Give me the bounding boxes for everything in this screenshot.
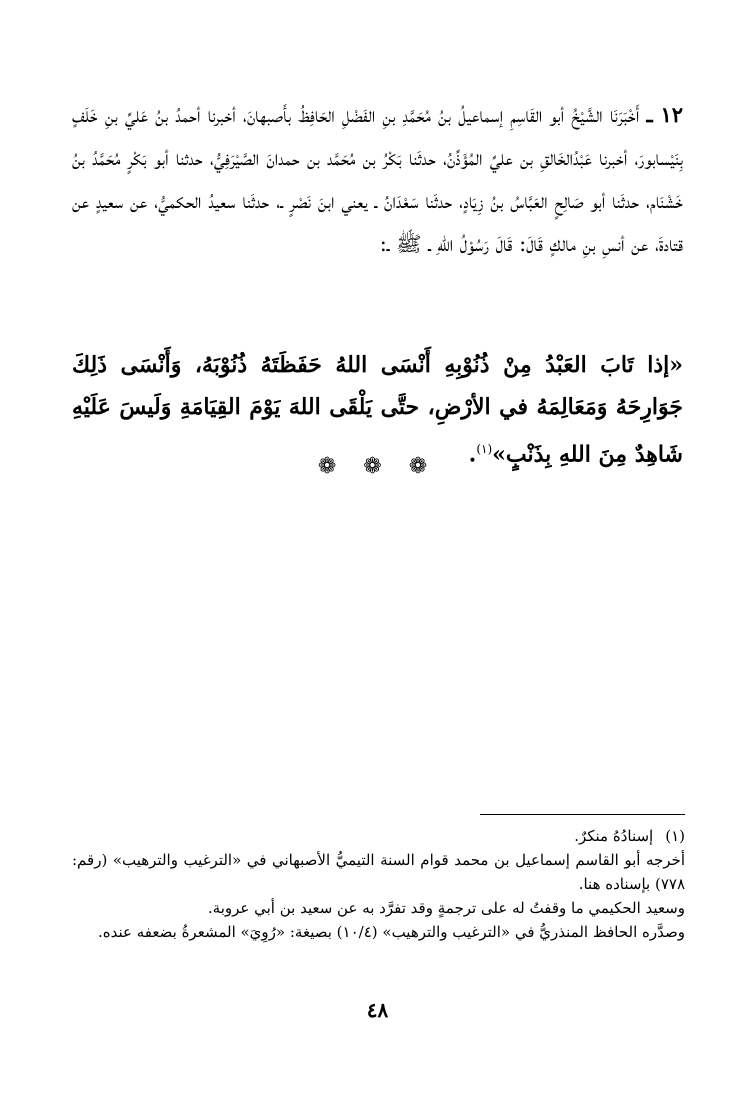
page-number: ٤٨	[366, 998, 389, 1022]
footnote-1-line-4: وصدَّره الحافظ المنذريُّ في «الترغيب والترهيب» (١٠/٤) بصيغة: «رُوِيَ» المشعرةُ بضعفه عنده.	[98, 923, 685, 941]
hadith-number: ١٢ ـ	[646, 102, 683, 127]
footnote-separator-rule	[480, 814, 685, 815]
footnote-1-line-3: وسعيد الحكيمي ما وقفتُ له على ترجمةٍ وقد تفرَّد به عن سعيد بن أبي عروبة.	[207, 899, 685, 917]
footnote-reference: (١)	[476, 442, 493, 456]
footnote-1-first-line	[72, 824, 685, 848]
footnote-1-text: إسنادُهُ منكرٌ.	[574, 827, 654, 845]
matn-end-punctuation: .	[468, 441, 477, 468]
hadith-isnad-text: أَخْبَرَنَا الشَّيْخُ أبو القَاسِمِ إسماعيلُ بنُ مُحَمَّدِ بنِ الفَضْلِ الحَافِظُ بأَصبهانَ، أخبرنا أحمدُ بنُ عَليِّ بنِ خَلَفٍ بِنَيْسابورَ، أخبرنا عَبْدُالخَالقِ بن عليِّ المُؤَذِّنُ، حدثَنا بَكْرُ بن مُحَمَّد بن حمدانَ الصَّيْرَفِيُّ، حدثنا أبو بَكْرٍ مُحَمَّدُ بنُ خَشْنَام، حدثَنا أبو صَالِحٍ العَبَّاسُ بنُ زِيَادٍ، حدثَنا سَعْدَانُ ـ يعني ابنَ نَصْرٍ ـ، حدثَنا سعيدُ الحكميُّ، عن سعيدٍ عن قتادةَ، عن أنسِ بنِ مالكٍ قَالَ: قَالَ رَسُوْلُ اللهِ ـ ﷺ ـ:	[72, 103, 683, 256]
footnote-number: (١)	[665, 827, 685, 845]
hadith-isnad-paragraph	[72, 93, 683, 266]
footnote-1-line-2: أخرجه أبو القاسم إسماعيل بن محمد قوام السنة التيميُّ الأصبهاني في «الترغيب والترهيب» (رقم: ٧٧٨) بإسناده هنا.	[72, 851, 685, 893]
section-divider-ornaments: ❁ ❁ ❁	[317, 454, 438, 479]
hadith-matn-text: «إذا تَابَ العَبْدُ مِنْ ذُنُوْبِهِ أَنْسَى اللهُ حَفَظَتَهُ ذُنُوْبَهُ، وَأَنْسَى ذَلِكَ جَوَارِحَهُ وَمَعَالِمَهُ في الأرْضِ، حتَّى يَلْقَى اللهَ يَوْمَ القِيَامَةِ وَلَيسَ عَلَيْهِ شَاهِدٌ مِنَ اللهِ بِذَنْبٍ»	[72, 352, 683, 468]
footnotes-block	[72, 824, 685, 944]
